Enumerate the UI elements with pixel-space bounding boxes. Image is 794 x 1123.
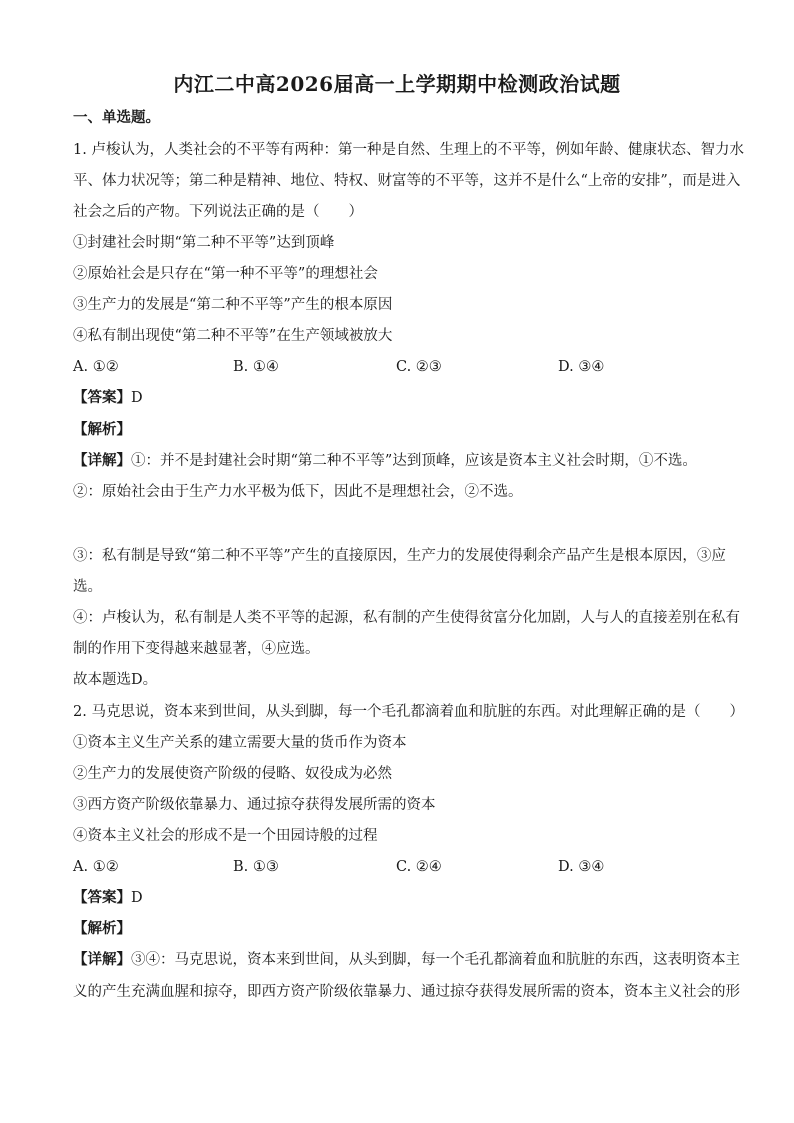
q1-item: ④私有制出现使“第二种不平等”在生产领域被放大 [73, 328, 393, 344]
q2-answer [73, 888, 733, 908]
detail-tag: 【详解】 [73, 951, 131, 968]
detail-text: ③④：马克思说，资本来到世间，从头到脚，每一个毛孔都滴着血和肮脏的东西，这表明资本主 [131, 952, 740, 968]
q1-detail-line: ②：原始社会由于生产力水平极为低下，因此不是理想社会，②不选。 [73, 484, 523, 500]
q1-stem-line: 社会之后的产物。下列说法正确的是（ ） [73, 204, 363, 220]
q1-option-d: D. ③④ [558, 359, 605, 375]
q1-detail-line: ④：卢梭认为，私有制是人类不平等的起源，私有制的产生使得贫富分化加剧，人与人的直接差别在私有 [73, 610, 740, 626]
q1-stem-line: 平、体力状况等；第二种是精神、地位、特权、财富等的不平等，这并不是什么“上帝的安排”，而是进入 [73, 173, 741, 189]
q1-detail-line: ③：私有制是导致“第二种不平等”产生的直接原因，生产力的发展使得剩余产品产生是根本原因，③应 [73, 548, 726, 564]
q1-detail-line: 制的作用下变得越来越显著，④应选。 [73, 641, 320, 657]
q2-item: ③西方资产阶级依靠暴力、通过掠夺获得发展所需的资本 [73, 797, 436, 813]
answer-tag: 【答案】 [73, 889, 131, 906]
q2-option-a: A. ①② [73, 859, 119, 875]
q2-detail-line: 义的产生充满血腥和掠夺，即西方资产阶级依靠暴力、通过掠夺获得发展所需的资本，资本主义社会的形 [73, 984, 740, 1000]
answer-value: D [131, 390, 143, 406]
q1-answer [73, 388, 733, 408]
q2-option-b: B. ①③ [233, 859, 279, 875]
q1-option-a: A. ①② [73, 359, 119, 375]
q1-item: ②原始社会是只存在“第一种不平等”的理想社会 [73, 266, 378, 282]
q2-stem-line: 2. 马克思说，资本来到世间，从头到脚，每一个毛孔都滴着血和肮脏的东西。对此理解正确的是（ ） [73, 704, 744, 720]
answer-tag: 【答案】 [73, 389, 131, 406]
detail-text: ①：并不是封建社会时期“第二种不平等”达到顶峰，应该是资本主义社会时期，①不选。 [131, 453, 697, 469]
q2-item: ④资本主义社会的形成不是一个田园诗般的过程 [73, 828, 378, 844]
q1-conclusion: 故本题选D。 [73, 672, 158, 688]
q1-detail-line: 选。 [73, 579, 102, 595]
q2-detail-line [73, 950, 740, 970]
section-heading: 一、单选题。 [73, 109, 160, 126]
analysis-tag: 【解析】 [73, 421, 131, 438]
q1-item: ③生产力的发展是“第二种不平等”产生的根本原因 [73, 297, 393, 313]
q1-option-c: C. ②③ [396, 359, 442, 375]
detail-tag: 【详解】 [73, 452, 131, 469]
q2-analysis-heading [73, 919, 733, 939]
q1-analysis-heading [73, 420, 733, 440]
q1-detail-line [73, 451, 733, 471]
q1-option-b: B. ①④ [233, 359, 279, 375]
answer-value: D [131, 890, 143, 906]
q1-stem-line: 1. 卢梭认为，人类社会的不平等有两种：第一种是自然、生理上的不平等，例如年龄、健康状态、智力水 [73, 142, 744, 158]
q2-item: ①资本主义生产关系的建立需要大量的货币作为资本 [73, 735, 407, 751]
analysis-tag: 【解析】 [73, 920, 131, 937]
page-title: 内江二中高2026届高一上学期期中检测政治试题 [173, 72, 621, 96]
q2-option-c: C. ②④ [396, 859, 442, 875]
q1-item: ①封建社会时期“第二种不平等”达到顶峰 [73, 235, 335, 251]
q2-item: ②生产力的发展使资产阶级的侵略、奴役成为必然 [73, 766, 392, 782]
q2-option-d: D. ③④ [558, 859, 605, 875]
